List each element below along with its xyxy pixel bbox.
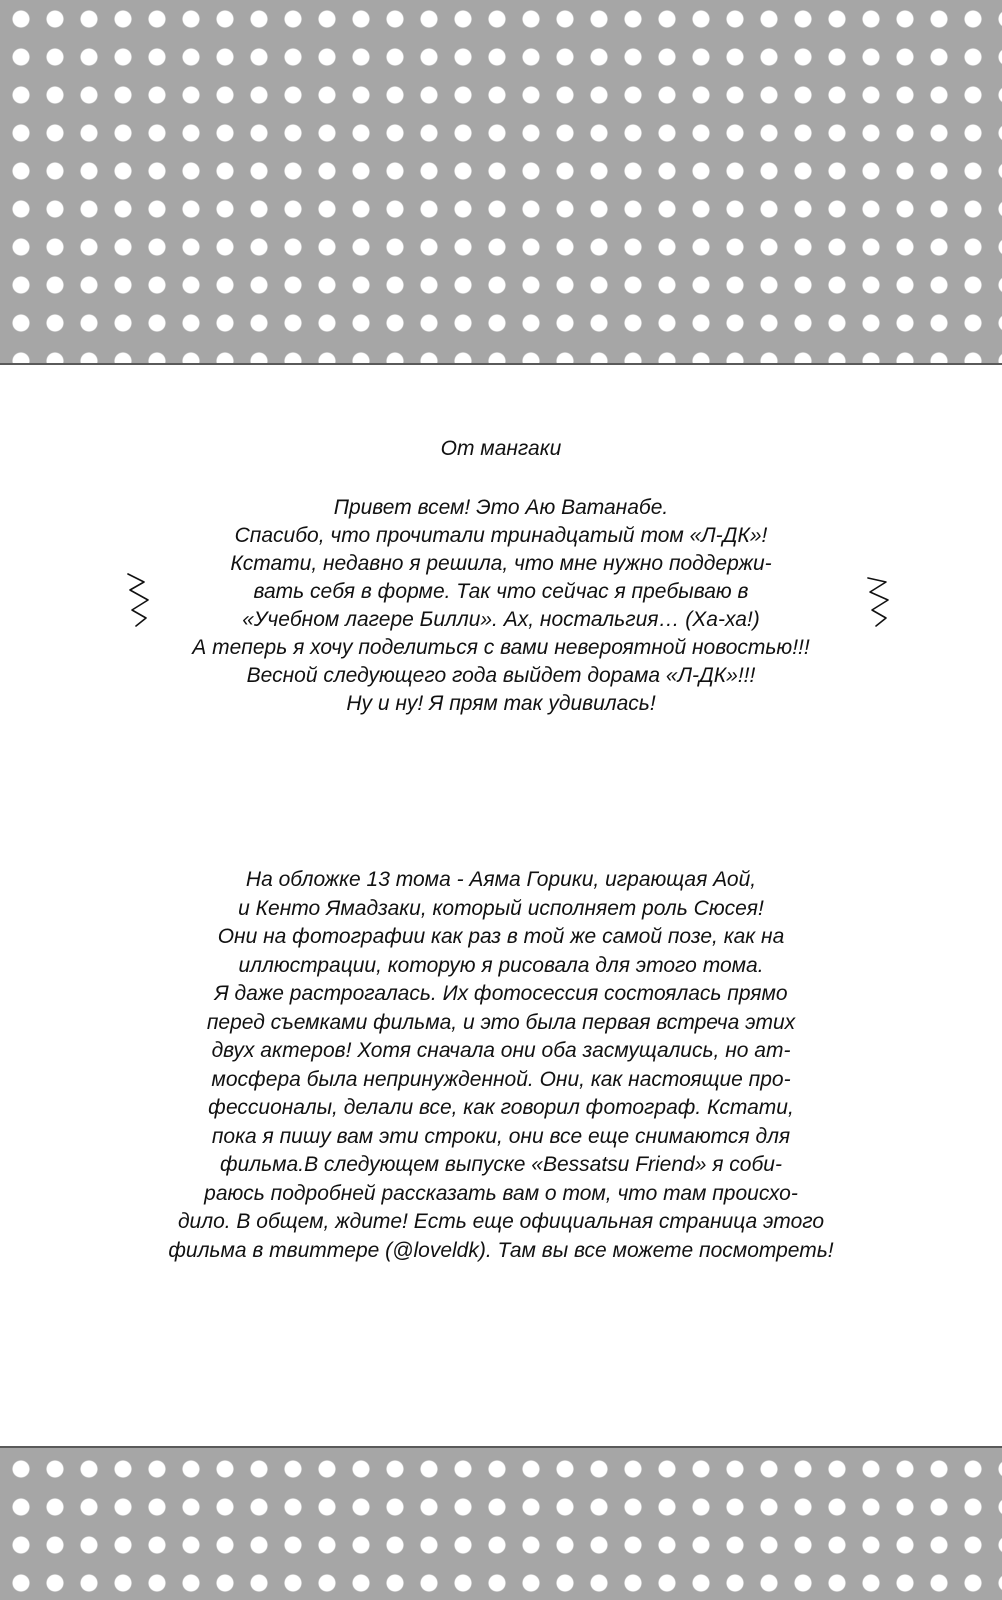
text-line: фильма.В следующем выпуске «Bessatsu Friend» я соби- bbox=[220, 1153, 782, 1176]
polka-dot-band-bottom bbox=[0, 1446, 1002, 1600]
text-line: дило. В общем, ждите! Есть еще официальная страница этого bbox=[177, 1210, 825, 1233]
text-line: вать себя в форме. Так что сейчас я пребываю в bbox=[253, 580, 749, 603]
text-line: и Кенто Ямадзаки, который исполняет роль Сюсея! bbox=[238, 896, 764, 920]
polka-dot-band-top bbox=[0, 0, 1002, 365]
text-line: иллюстрации, которую я рисовала для этого тома. bbox=[238, 953, 764, 977]
text-line: Кстати, недавно я решила, что мне нужно поддержи- bbox=[230, 552, 772, 575]
squiggle-decoration-right-icon bbox=[860, 572, 894, 632]
text-line: раюсь подробней рассказать вам о том, что там происхо- bbox=[204, 1181, 798, 1205]
text-line: Весной следующего года выйдет дорама «Л-ДК»!!! bbox=[246, 664, 756, 687]
text-line: Спасибо, что прочитали тринадцатый том «Л-ДК»! bbox=[234, 524, 768, 547]
text-line: фессионалы, делали все, как говорил фотограф. Кстати, bbox=[208, 1096, 794, 1119]
text-line: Они на фотографии как раз в той же самой позе, как на bbox=[217, 925, 785, 948]
text-line: «Учебном лагере Билли». Ах, ностальгия… (Ха-ха!) bbox=[242, 608, 760, 631]
text-line: пока я пишу вам эти строки, они все еще снимаются для bbox=[211, 1124, 791, 1148]
text-line: А теперь я хочу поделиться с вами невероятной новостью!!! bbox=[192, 636, 810, 659]
text-line: двух актеров! Хотя сначала они оба засмущались, но ат- bbox=[211, 1039, 791, 1062]
text-line: перед съемками фильма, и это была первая встреча этих bbox=[206, 1010, 796, 1034]
page-heading: От мангаки bbox=[440, 437, 562, 460]
text-line: фильма в твиттере (@loveldk). Там вы все можете посмотреть! bbox=[168, 1238, 834, 1262]
text-line: Я даже растрогалась. Их фотосессия состоялась прямо bbox=[214, 982, 788, 1005]
text-line: Привет всем! Это Аю Ватанабе. bbox=[333, 496, 669, 519]
text-line: мосфера была непринужденной. Они, как настоящие про- bbox=[211, 1067, 791, 1091]
news-paragraph bbox=[0, 866, 1002, 1265]
text-line: На обложке 13 тома - Аяма Горики, играющая Аой, bbox=[245, 868, 757, 891]
text-line: Ну и ну! Я прям так удивилась! bbox=[346, 692, 656, 715]
squiggle-decoration-left-icon bbox=[122, 570, 156, 630]
